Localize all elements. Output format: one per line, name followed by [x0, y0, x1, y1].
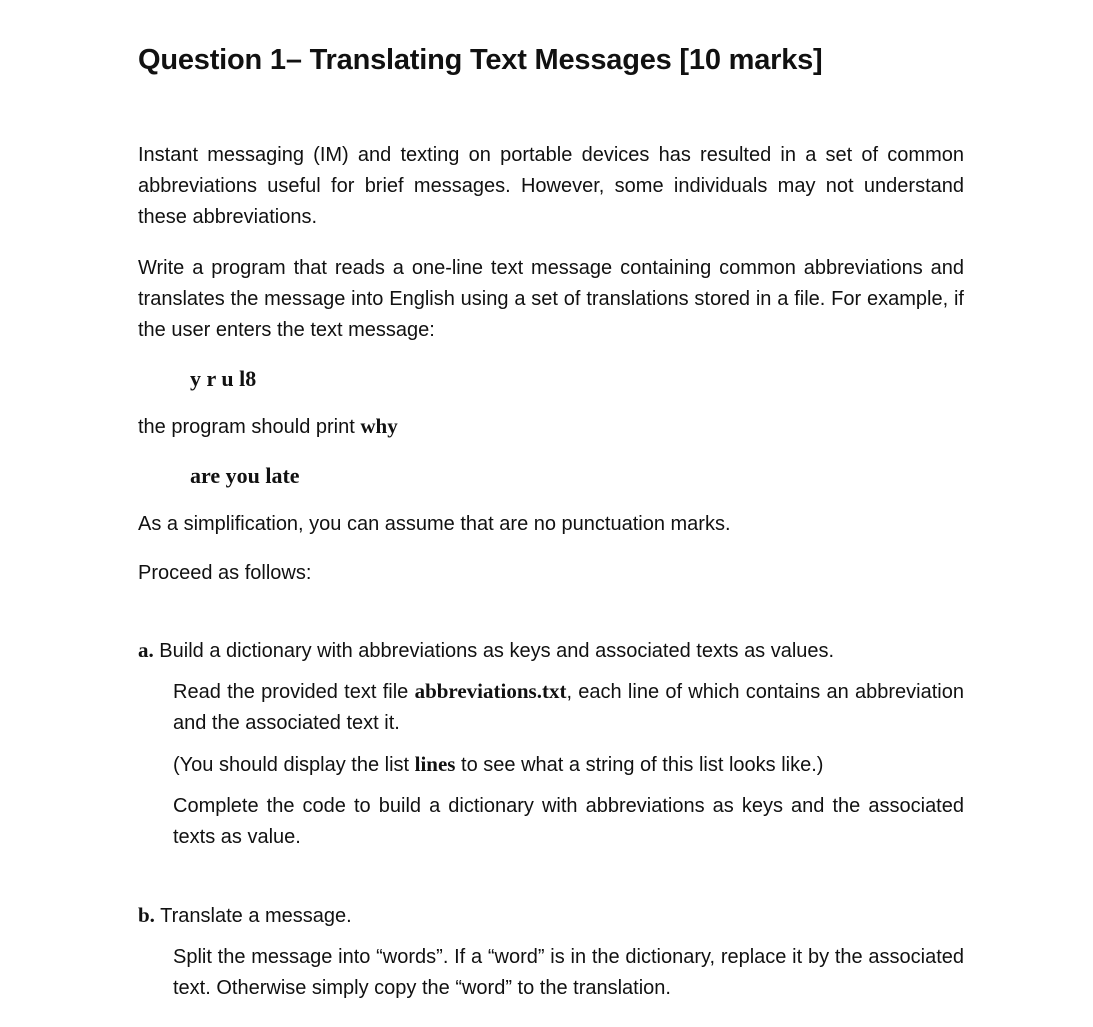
file-name: abbreviations.txt — [414, 679, 567, 703]
part-a-display-prefix: (You should display the list — [173, 754, 415, 776]
part-b-heading — [138, 900, 964, 932]
part-a-read-suffix: , each line of which contains an abbreviation and the associated text it. — [173, 681, 964, 734]
part-a-label: a. — [138, 638, 154, 662]
print-line — [138, 411, 964, 443]
print-word: why — [360, 414, 398, 438]
part-a-display-suffix: to see what a string of this list looks like.) — [455, 754, 824, 776]
part-a-heading-text: Build a dictionary with abbreviations as keys and associated texts as values. — [153, 640, 835, 662]
example-output: are you late — [190, 463, 300, 488]
simplification-note: As a simplification, you can assume that are no punctuation marks. — [138, 513, 731, 535]
proceed-text: Proceed as follows: — [138, 562, 312, 584]
part-b-split-words: Split the message into “words”. If a “word” is in the dictionary, replace it by the associated text. Otherwise simply copy the “word” to the translation. — [173, 946, 964, 999]
part-b-heading-text: Translate a message. — [154, 905, 352, 927]
question-title: Question 1– Translating Text Messages [10 marks] — [138, 44, 823, 76]
document-page — [138, 40, 964, 1004]
lines-variable: lines — [414, 752, 456, 776]
part-b-label: b. — [138, 903, 155, 927]
print-prefix: the program should print — [138, 416, 361, 438]
part-a-read-prefix: Read the provided text file — [173, 681, 415, 703]
task-paragraph: Write a program that reads a one-line text message containing common abbreviations and translates the message into English using a set of translations stored in a file. For example, if the user enters the text message: — [138, 257, 964, 341]
part-a-display-list — [138, 749, 964, 781]
part-a-complete-code: Complete the code to build a dictionary with abbreviations as keys and the associated texts as value. — [173, 795, 964, 848]
part-a-heading — [138, 635, 964, 667]
example-input: y r u l8 — [190, 366, 257, 391]
intro-paragraph: Instant messaging (IM) and texting on portable devices has resulted in a set of common abbreviations useful for brief messages. However, some individuals may not understand these abbreviations. — [138, 144, 964, 228]
part-a-read-file — [138, 676, 964, 739]
